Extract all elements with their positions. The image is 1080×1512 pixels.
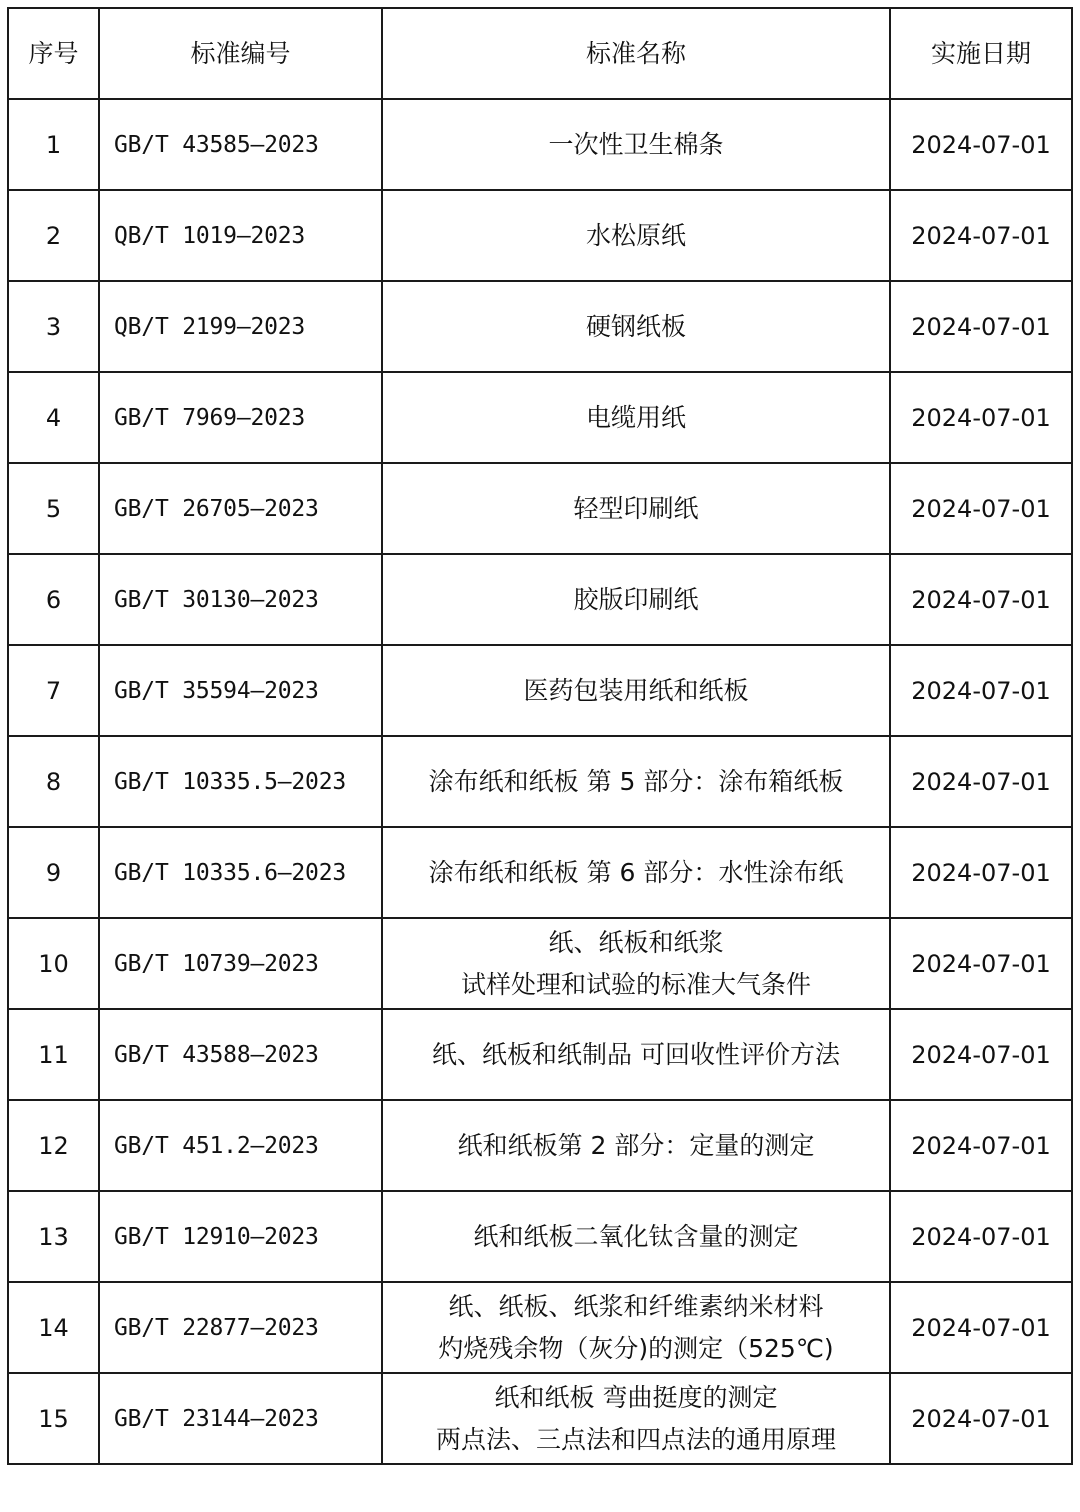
table-row — [8, 918, 1072, 1009]
cell-effective-date: 2024-07-01 — [890, 1373, 1072, 1464]
standard-name-line: 纸和纸板 弯曲挺度的测定 — [494, 1382, 778, 1412]
cell-effective-date: 2024-07-01 — [890, 554, 1072, 645]
table-row — [8, 1191, 1072, 1282]
cell-standard-code: GB/T 23144—2023 — [99, 1373, 382, 1464]
cell-effective-date: 2024-07-01 — [890, 281, 1072, 372]
cell-seq: 1 — [8, 99, 99, 190]
cell-standard-name — [382, 372, 890, 463]
cell-seq: 15 — [8, 1373, 99, 1464]
cell-standard-name — [382, 1191, 890, 1282]
standard-name-line: 纸、纸板和纸浆 — [548, 927, 724, 957]
standard-name-line: 医药包装用纸和纸板 — [523, 675, 749, 705]
cell-standard-name — [382, 736, 890, 827]
cell-standard-name — [382, 827, 890, 918]
cell-effective-date: 2024-07-01 — [890, 1191, 1072, 1282]
cell-seq: 3 — [8, 281, 99, 372]
standard-name-line: 胶版印刷纸 — [573, 584, 699, 614]
cell-standard-name — [382, 99, 890, 190]
cell-effective-date: 2024-07-01 — [890, 1009, 1072, 1100]
standard-name-line: 纸和纸板第 2 部分：定量的测定 — [457, 1130, 815, 1160]
header-row — [8, 8, 1072, 99]
cell-effective-date: 2024-07-01 — [890, 463, 1072, 554]
table-row — [8, 281, 1072, 372]
cell-standard-code: GB/T 10739—2023 — [99, 918, 382, 1009]
cell-effective-date: 2024-07-01 — [890, 918, 1072, 1009]
table-row — [8, 827, 1072, 918]
cell-standard-name — [382, 645, 890, 736]
standard-name-line: 灼烧残余物（灰分)的测定（525℃) — [438, 1333, 834, 1363]
standard-name-line: 纸和纸板二氧化钛含量的测定 — [473, 1221, 799, 1251]
standard-name-line: 轻型印刷纸 — [573, 493, 699, 523]
cell-standard-code: GB/T 26705—2023 — [99, 463, 382, 554]
standard-name-line: 纸、纸板和纸制品 可回收性评价方法 — [432, 1039, 840, 1069]
cell-effective-date: 2024-07-01 — [890, 1282, 1072, 1373]
table-row — [8, 554, 1072, 645]
table-row — [8, 99, 1072, 190]
standard-name-line: 硬钢纸板 — [585, 311, 686, 341]
cell-effective-date: 2024-07-01 — [890, 1100, 1072, 1191]
cell-standard-code: QB/T 1019—2023 — [99, 190, 382, 281]
cell-standard-code: GB/T 10335.6—2023 — [99, 827, 382, 918]
cell-standard-name — [382, 190, 890, 281]
cell-seq: 6 — [8, 554, 99, 645]
cell-seq: 4 — [8, 372, 99, 463]
table-row — [8, 1009, 1072, 1100]
cell-standard-code: GB/T 7969—2023 — [99, 372, 382, 463]
cell-seq: 13 — [8, 1191, 99, 1282]
table-row — [8, 645, 1072, 736]
cell-seq: 11 — [8, 1009, 99, 1100]
cell-standard-name — [382, 1009, 890, 1100]
cell-standard-name — [382, 1282, 890, 1373]
cell-seq: 7 — [8, 645, 99, 736]
cell-standard-name — [382, 1373, 890, 1464]
standards-table — [7, 7, 1073, 1465]
cell-standard-code: GB/T 43585—2023 — [99, 99, 382, 190]
cell-seq: 8 — [8, 736, 99, 827]
table-row — [8, 736, 1072, 827]
standard-name-line: 两点法、三点法和四点法的通用原理 — [435, 1424, 836, 1454]
cell-seq: 14 — [8, 1282, 99, 1373]
cell-standard-code: QB/T 2199—2023 — [99, 281, 382, 372]
cell-standard-code: GB/T 35594—2023 — [99, 645, 382, 736]
cell-effective-date: 2024-07-01 — [890, 372, 1072, 463]
table-body — [8, 99, 1072, 1464]
cell-effective-date: 2024-07-01 — [890, 190, 1072, 281]
standard-name-line: 涂布纸和纸板 第 6 部分：水性涂布纸 — [428, 857, 844, 887]
cell-seq: 2 — [8, 190, 99, 281]
table-row — [8, 1373, 1072, 1464]
cell-standard-code: GB/T 43588—2023 — [99, 1009, 382, 1100]
cell-seq: 10 — [8, 918, 99, 1009]
cell-standard-name — [382, 918, 890, 1009]
standard-name-line: 纸、纸板、纸浆和纤维素纳米材料 — [448, 1291, 824, 1321]
header-seq: 序号 — [8, 8, 99, 99]
cell-standard-name — [382, 463, 890, 554]
cell-effective-date: 2024-07-01 — [890, 827, 1072, 918]
cell-seq: 12 — [8, 1100, 99, 1191]
cell-effective-date: 2024-07-01 — [890, 736, 1072, 827]
cell-standard-code: GB/T 30130—2023 — [99, 554, 382, 645]
table-row — [8, 190, 1072, 281]
cell-seq: 5 — [8, 463, 99, 554]
header-name: 标准名称 — [382, 8, 890, 99]
header-code: 标准编号 — [99, 8, 382, 99]
cell-effective-date: 2024-07-01 — [890, 99, 1072, 190]
cell-standard-code: GB/T 12910—2023 — [99, 1191, 382, 1282]
cell-standard-code: GB/T 10335.5—2023 — [99, 736, 382, 827]
cell-standard-code: GB/T 451.2—2023 — [99, 1100, 382, 1191]
table-row — [8, 372, 1072, 463]
cell-standard-name — [382, 554, 890, 645]
standard-name-line: 一次性卫生棉条 — [548, 129, 724, 159]
header-date: 实施日期 — [890, 8, 1072, 99]
table-row — [8, 1100, 1072, 1191]
table-row — [8, 463, 1072, 554]
standard-name-line: 水松原纸 — [585, 220, 686, 250]
standard-name-line: 涂布纸和纸板 第 5 部分：涂布箱纸板 — [428, 766, 844, 796]
cell-standard-code: GB/T 22877—2023 — [99, 1282, 382, 1373]
table-row — [8, 1282, 1072, 1373]
standard-name-line: 电缆用纸 — [585, 402, 686, 432]
cell-standard-name — [382, 1100, 890, 1191]
cell-standard-name — [382, 281, 890, 372]
cell-effective-date: 2024-07-01 — [890, 645, 1072, 736]
cell-seq: 9 — [8, 827, 99, 918]
standard-name-line: 试样处理和试验的标准大气条件 — [460, 969, 811, 999]
